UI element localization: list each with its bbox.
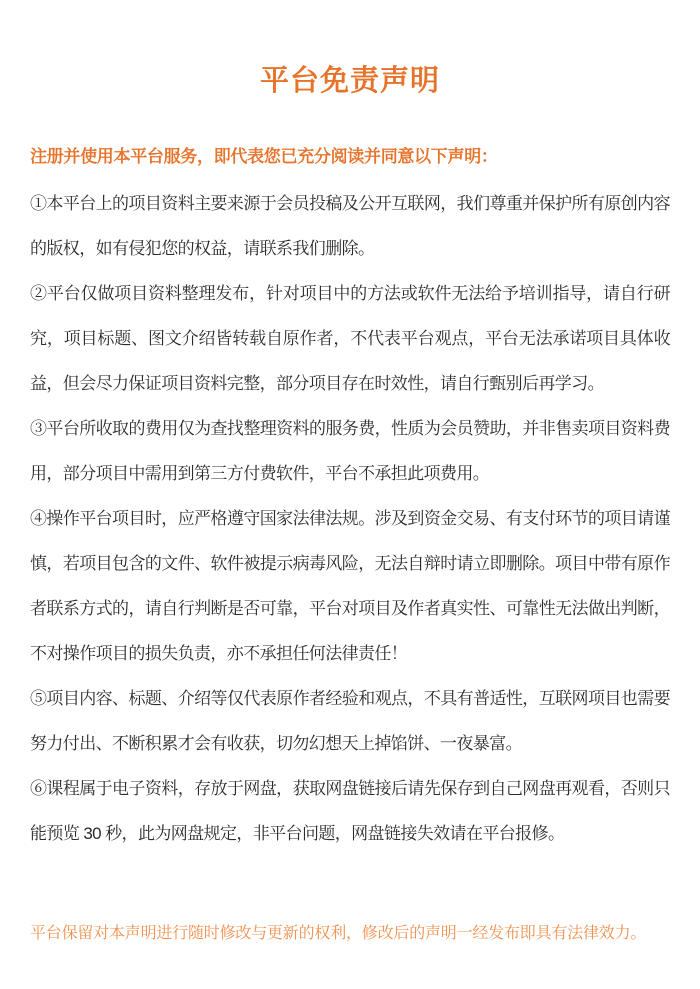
clause-5: ⑤项目内容、标题、介绍等仅代表原作者经验和观点，不具有普适性，互联网项目也需要努力付出、不断积累才会有收获，切勿幻想天上掉馅饼、一夜暴富。 (30, 689, 670, 753)
intro-statement: 注册并使用本平台服务，即代表您已充分阅读并同意以下声明： (30, 147, 498, 166)
clause-6: ⑥课程属于电子资料，存放于网盘，获取网盘链接后请先保存到自己网盘再观看，否则只能预览 30 秒，此为网盘规定，非平台问题，网盘链接失效请在平台报修。 (30, 779, 670, 843)
clause-2: ②平台仅做项目资料整理发布，针对项目中的方法或软件无法给予培训指导，请自行研究，项目标题、图文介绍皆转载自原作者，不代表平台观点，平台无法承诺项目具体收益，但会尽力保证项目资料完整，部分项目存在时效性，请自行甄别后再学习。 (30, 284, 670, 393)
footer-legal-note: 平台保留对本声明进行随时修改与更新的权利，修改后的声明一经发布即具有法律效力。 (30, 925, 647, 942)
clause-3: ③平台所收取的费用仅为查找整理资料的服务费，性质为会员赞助，并非售卖项目资料费用，部分项目中需用到第三方付费软件，平台不承担此项费用。 (30, 419, 670, 483)
disclaimer-clauses (30, 181, 670, 856)
clause-1: ①本平台上的项目资料主要来源于会员投稿及公开互联网，我们尊重并保护所有原创内容的版权，如有侵犯您的权益，请联系我们删除。 (30, 194, 670, 258)
document-title: 平台免责声明 (259, 65, 440, 97)
clause-4: ④操作平台项目时，应严格遵守国家法律法规。涉及到资金交易、有支付环节的项目请谨慎，若项目包含的文件、软件被提示病毒风险，无法自辩时请立即删除。项目中带有原作者联系方式的，请自行判断是否可靠，平台对项目及作者真实性、可靠性无法做出判断，不对操作项目的损失负责，亦不承担任何法律责任！ (30, 509, 670, 663)
